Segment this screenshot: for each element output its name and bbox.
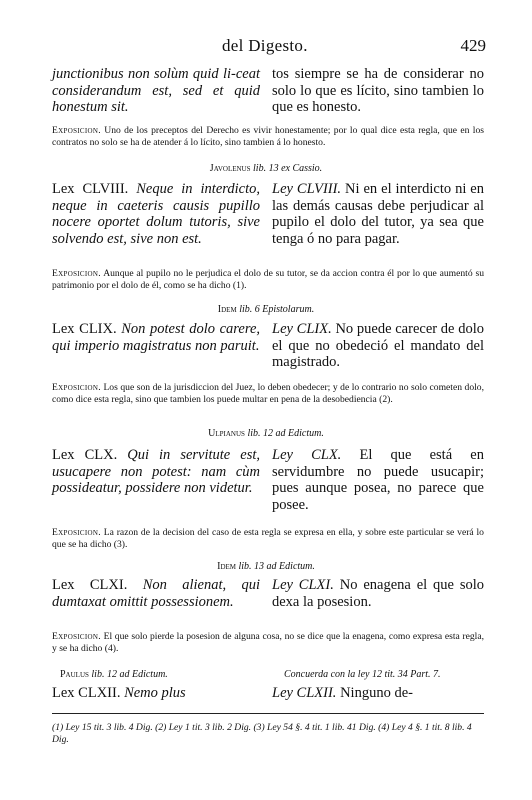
spanish-text: tos siempre se ha de considerar no solo lo que es lícito, sino tambien lo que es honesto. xyxy=(272,66,484,115)
latin-law xyxy=(52,685,260,702)
source-citation xyxy=(0,428,532,439)
source-author: Idem xyxy=(217,561,236,572)
exposition-paragraph xyxy=(52,631,484,655)
lex-number: Lex CLXII. xyxy=(52,685,121,701)
latin-law xyxy=(52,447,260,497)
exposition-label: Exposicion. xyxy=(52,268,101,279)
exposition-paragraph xyxy=(52,268,484,292)
exposition-text: El que solo pierde la posesion de alguna cosa, no se dice que la enagena, como expresa esta regla, y se ha dicho (4). xyxy=(52,631,484,654)
exposition-paragraph xyxy=(52,527,484,551)
exposition-text: Aunque al pupilo no le perjudica el dolo de su tutor, se da accion contra él por lo que aumentó su patrimonio por el dolo de él, como se ha dicho (1). xyxy=(52,268,484,291)
running-header xyxy=(0,36,532,58)
source-reference: lib. 6 Epistolarum. xyxy=(239,304,315,315)
latin-text: junctionibus non solùm quid li-ceat considerandum est, sed et quid honestum sit. xyxy=(52,66,260,115)
spanish-law xyxy=(272,447,484,513)
source-author: Paulus xyxy=(60,669,89,680)
source-reference: lib. 13 ex Cassio. xyxy=(253,163,323,174)
running-title: del Digesto. xyxy=(222,36,308,55)
exposition-text: La razon de la decision del caso de esta regla se expresa en ella, y sobre este particular se verá lo que se ha dicho (3). xyxy=(52,527,484,550)
ley-number: Ley CLXII. xyxy=(272,685,337,701)
lex-number: Lex CLXI. xyxy=(52,577,128,593)
source-author: Idem xyxy=(217,304,237,315)
exposition-label: Exposicion. xyxy=(52,527,101,538)
spanish-text: No puede carecer de dolo el que no obedeció el mandato del magistrado. xyxy=(272,321,485,370)
spanish-law xyxy=(272,577,484,610)
spanish-law xyxy=(272,181,484,247)
concordance-note: Concuerda con la ley 12 tit. 34 Part. 7. xyxy=(284,669,441,680)
lex-number: Lex CLVIII. xyxy=(52,181,129,197)
source-citation xyxy=(0,163,532,174)
footnotes: (1) Ley 15 tit. 3 lib. 4 Dig. (2) Ley 1 tit. 3 lib. 2 Dig. (3) Ley 54 §. 4 tit. 1 lib. 41 Dig. (4) Ley 4 §. 1 tit. 8 lib. 4 Dig. xyxy=(52,722,472,745)
spanish-text: No enagena el que solo dexa la posesion. xyxy=(272,577,484,610)
source-reference: lib. 12 ad Edictum. xyxy=(91,669,168,680)
source-citation xyxy=(60,669,168,680)
latin-law xyxy=(52,181,260,247)
exposition-paragraph xyxy=(52,125,484,149)
lex-number: Lex CLX. xyxy=(52,447,118,463)
spanish-law xyxy=(272,685,484,702)
page-number: 429 xyxy=(460,36,486,55)
latin-law xyxy=(52,321,260,354)
source-author: Ulpianus xyxy=(208,428,245,439)
source-citation xyxy=(0,561,532,572)
source-reference: lib. 13 ad Edictum. xyxy=(238,561,315,572)
exposition-label: Exposicion. xyxy=(52,631,101,642)
ley-number: Ley CLVIII. xyxy=(272,181,342,197)
source-citation xyxy=(0,304,532,315)
latin-text: Nemo plus xyxy=(124,685,186,701)
latin-text: Qui in servitute est, usucapere non potest: nam cùm possideatur, possidere non videtur. xyxy=(52,447,260,496)
source-reference: lib. 12 ad Edictum. xyxy=(247,428,324,439)
exposition-label: Exposicion. xyxy=(52,125,101,136)
lex-number: Lex CLIX. xyxy=(52,321,117,337)
spanish-law xyxy=(272,321,484,371)
latin-law xyxy=(52,577,260,610)
footnote-divider xyxy=(52,713,484,714)
exposition-text: Los que son de la jurisdiccion del Juez, lo deben obedecer; y de lo contrario no solo cometen dolo, como dice esta regla, sino que tambien los puede multar en pena de la desobediencia (2). xyxy=(52,382,484,405)
latin-text: Non alienat, qui dumtaxat omittit possessionem. xyxy=(52,577,261,610)
spanish-text: Ni en el interdicto ni en las demás causas debe perjudicar al pupilo el dolo del tutor, ya sea que tenga ó no para pagar. xyxy=(272,181,484,247)
latin-text: Neque in interdicto, neque in caeteris causis pupillo nocere oportet dolum tutoris, sive solvendo est, sive non est. xyxy=(52,181,260,247)
ley-number: Ley CLX. xyxy=(272,447,342,463)
spanish-text: El que está en servidumbre no puede usucapir; pues aunque posea, no parece que posee. xyxy=(272,447,484,513)
spanish-text: Ninguno de- xyxy=(340,685,413,701)
ley-number: Ley CLXI. xyxy=(272,577,334,593)
exposition-text: Uno de los preceptos del Derecho es vivir honestamente; por lo qual dice esta regla, que en los contratos no solo se ha de atender á lo lícito, sino tambien á lo honesto. xyxy=(52,125,484,148)
latin-text: Non potest dolo carere, qui imperio magistratus non paruit. xyxy=(52,321,261,354)
exposition-label: Exposicion. xyxy=(52,382,101,393)
ley-number: Ley CLIX. xyxy=(272,321,332,337)
source-author: Javolenus xyxy=(209,163,251,174)
exposition-paragraph xyxy=(52,382,484,406)
